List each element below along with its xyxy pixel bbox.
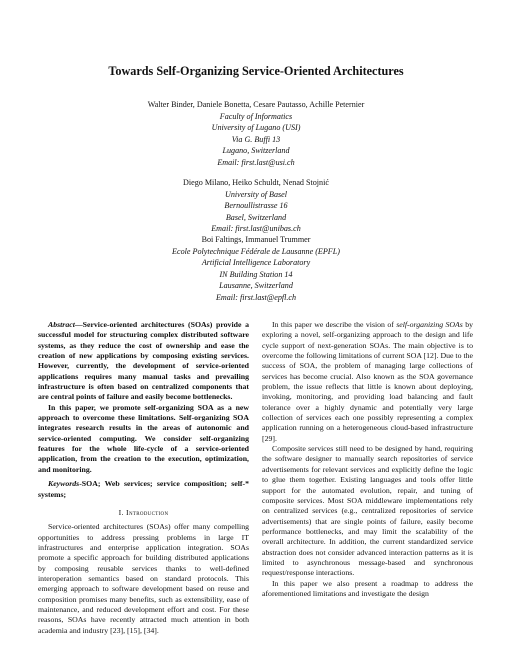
affiliation-line: Basel, Switzerland (225, 212, 287, 222)
section-number: I. (118, 507, 124, 517)
section-heading (38, 508, 249, 518)
right-column (262, 320, 473, 599)
affiliation-line: Bernoullistrasse 16 (224, 201, 288, 211)
affiliation-line: University of Lugano (USI) (211, 123, 301, 133)
affiliation-line: Ecole Polytechnique Fédérale de Lausanne (EPFL) (172, 246, 340, 256)
keywords-label: Keywords (48, 479, 80, 489)
keywords-text: -SOA; Web services; service composition; self-* systems; (38, 479, 249, 499)
author-email: Email: first.last@epfl.ch (215, 292, 297, 302)
emphasis: self-organizing SOAs (396, 320, 463, 329)
abstract-label: Abstract (48, 320, 75, 329)
affiliation-line: Lugano, Switzerland (222, 146, 290, 156)
author-names: Walter Binder, Daniele Bonetta, Cesare Pautasso, Achille Peternier (147, 100, 365, 109)
author-group-basel (0, 177, 512, 235)
author-names: Diego Milano, Heiko Schuldt, Nenad Stojnić (183, 178, 329, 187)
body-paragraph: Service-oriented architectures (SOAs) offer many compelling opportunities to address pressing problems in large IT infrastructures and enterprise application integration. SOAs promote a specific approach for building distributed applications by composing reusable services thanks to well-defined interoperation semantics based on standard protocols. This emerging approach to software development based on reuse and composition promises many benefits, such as extensibility, ease of maintenance, and reduced development effort and cost. For these reasons, SOAs have recently attracted much attention in both academia and industry [23], [15], [34]. (38, 522, 249, 635)
affiliation-line: Artificial Intelligence Laboratory (201, 258, 311, 268)
author-group-epfl (0, 234, 512, 304)
paper-title: Towards Self-Organizing Service-Oriented Architectures (108, 64, 404, 78)
body-paragraph (262, 320, 473, 444)
affiliation-line: Faculty of Informatics (219, 111, 293, 121)
left-column (38, 320, 249, 636)
abstract-text: —Service-oriented architectures (SOAs) provide a successful model for structuring complex distributed software systems, as they reduce the cost of ownership and ease the creation of new applications by composing existing services. However, currently, the development of service-oriented applications requires many manual tasks and prevailing infrastructure is often based on centralized components that are central points of failure and easily become bottlenecks. (38, 320, 249, 402)
text-run: by exploring a novel, self-organizing approach to the design and life cycle support of next-generation SOAs. The main objective is to overcome the following limitations of current SOA [12]. Due to the success of SOA, the problem of managing large collections of services has become crucial. Also known as the SOA governance problem, the issue reflects that little is known about deploying, invoking, monitoring, and providing load balancing and fault tolerance over a highly dynamic and potentially very large collection of services each one possibly representing a complex application running on a heterogeneous cloud-based infrastructure [29]. (262, 320, 473, 443)
author-email: Email: first.last@usi.ch (217, 157, 295, 167)
body-paragraph: Composite services still need to be designed by hand, requiring the software designer to manually search repositories of service advertisements for relevant services and explicitly define the logic to glue them together. Existing languages and tools offer little support for the automated evolution, repair, and tuning of composite services. Most SOA middleware implementations rely on centralized services (e.g., centralized repositories of service advertisements) that are single points of failure, easily become performance bottlenecks, and may limit the scalability of the overall architecture. In addition, the current standardized service abstraction does not consider advanced interaction patterns as it is limited to asynchronous message-based and synchronous request/response interactions. (262, 444, 473, 578)
affiliation-line: Lausanne, Switzerland (219, 281, 293, 291)
keywords (38, 479, 249, 500)
affiliation-line: University of Basel (224, 189, 288, 199)
affiliation-line: IN Building Station 14 (219, 269, 293, 279)
author-group-usi (0, 99, 512, 169)
author-names: Boi Faltings, Immanuel Trummer (201, 235, 311, 244)
author-email: Email: first.last@unibas.ch (211, 224, 301, 234)
abstract-paragraph: In this paper, we promote self-organizing SOA as a new approach to overcome these limitations. Self-organizing SOA integrates research results in the areas of autonomic and service-oriented computing. We consider self-organizing features for the whole life-cycle of a service-oriented application, from the creation to the execution, optimization, and monitoring. (38, 402, 249, 474)
affiliation-line: Via G. Buffi 13 (231, 134, 281, 144)
section-title: Introduction (126, 507, 169, 517)
abstract-paragraph (38, 320, 249, 403)
text-run: In this paper we describe the vision of (272, 320, 397, 329)
body-paragraph: In this paper we also present a roadmap to address the aforementioned limitations and investigate the design (262, 578, 473, 598)
